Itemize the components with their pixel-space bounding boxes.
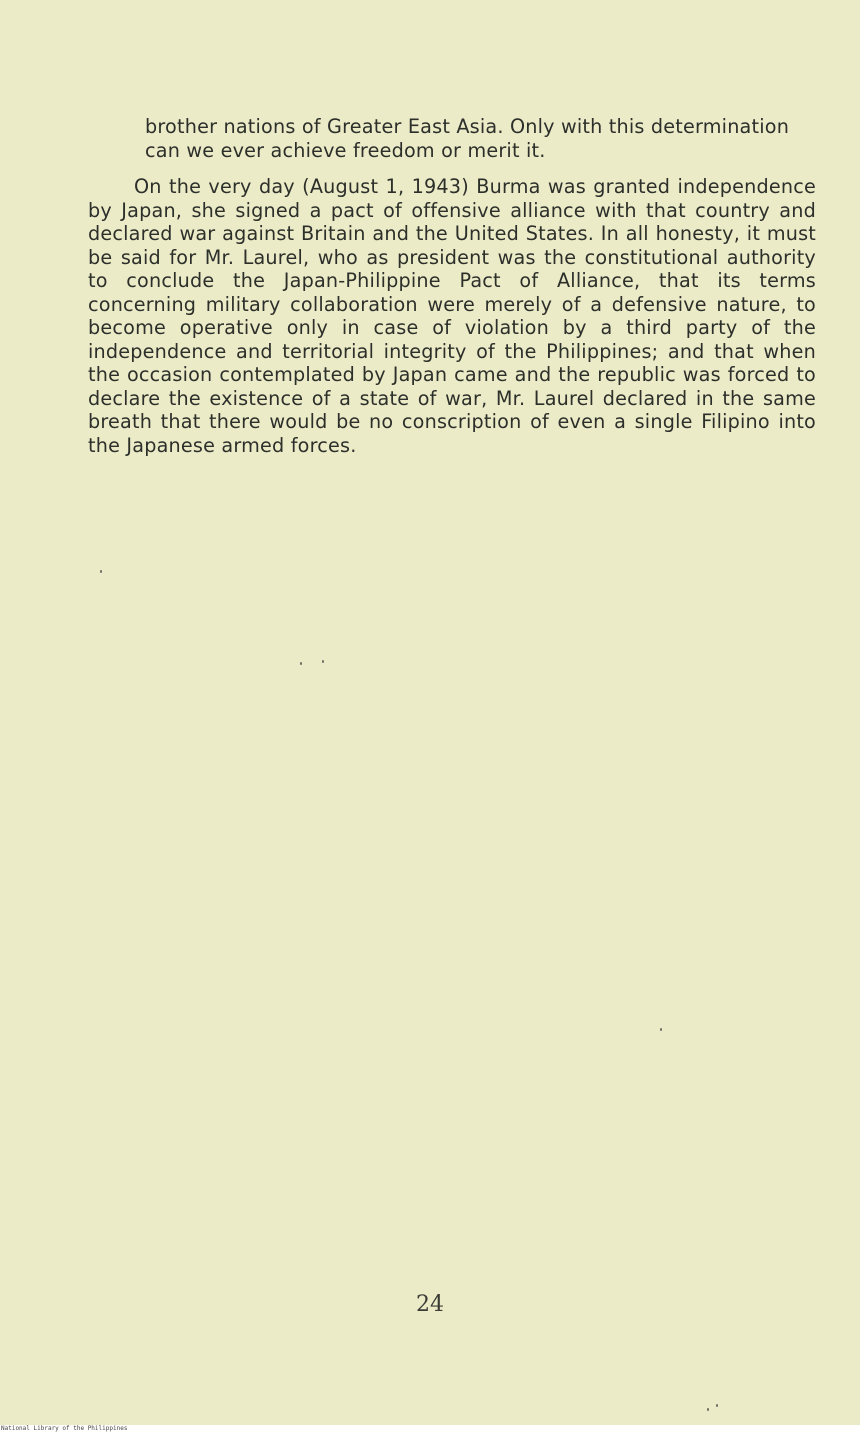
paper-speck	[322, 660, 324, 663]
paper-speck	[707, 1408, 709, 1411]
body-text	[88, 115, 816, 457]
footer-credit: National Library of the Philippines	[1, 1425, 128, 1432]
paper-speck	[300, 662, 302, 665]
page-number: 24	[416, 1292, 444, 1317]
paper-speck	[100, 570, 102, 573]
paper-speck	[716, 1404, 718, 1407]
paragraph-continuation: brother nations of Greater East Asia. Only with this determination can we ever achieve freedom or merit it.	[145, 115, 790, 162]
footer-credit-bar	[0, 1425, 860, 1433]
paragraph-burma-pact: On the very day (August 1, 1943) Burma was granted independence by Japan, she signed a pact of offensive alliance with that country and declared war against Britain and the United States. In all honesty, it must be said for Mr. Laurel, who as president was the constitutional authority to conclude the Japan-Philippine Pact of Alliance, that its terms concerning military collaboration were merely of a defensive nature, to become operative only in case of violation by a third party of the independence and territorial integrity of the Philippines; and that when the occasion contemplated by Japan came and the republic was forced to declare the existence of a state of war, Mr. Laurel declared in the same breath that there would be no conscription of even a single Filipino into the Japanese armed forces.	[88, 175, 816, 457]
paper-speck	[660, 1028, 662, 1031]
